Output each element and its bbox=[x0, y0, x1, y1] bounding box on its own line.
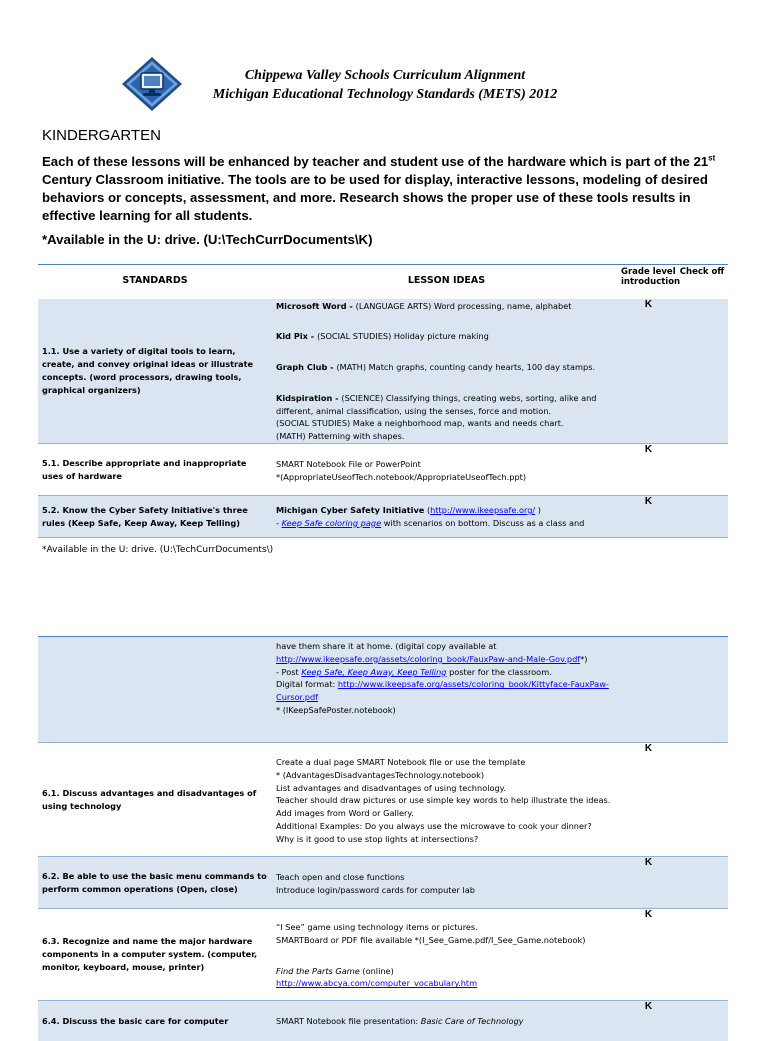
kittyface-pdf-link[interactable]: http://www.ikeepsafe.org/assets/coloring_book/Kittyface-FauxPaw-Cursor.pdf bbox=[276, 679, 609, 703]
keep-safe-poster-link[interactable]: Keep Safe, Keep Away, Keep Telling bbox=[301, 666, 447, 677]
table-row bbox=[38, 1001, 728, 1041]
lesson-ideas-6-2: Teach open and close functions Introduce login/password cards for computer lab bbox=[272, 857, 621, 909]
grade-cell: K bbox=[621, 1001, 676, 1041]
table-row bbox=[38, 857, 728, 909]
abcya-link[interactable]: http://www.abcya.com/computer_vocabulary.htm bbox=[276, 978, 478, 989]
table-row bbox=[38, 496, 728, 538]
check-cell[interactable] bbox=[676, 743, 728, 857]
check-cell[interactable] bbox=[676, 857, 728, 909]
standard-6-2: 6.2. Be able to use the basic menu commands to perform common operations (Open, close) bbox=[38, 857, 272, 909]
standards-table bbox=[38, 264, 728, 538]
check-cell[interactable] bbox=[676, 1001, 728, 1041]
grade-cell: K bbox=[621, 299, 676, 444]
col-header-standards: STANDARDS bbox=[38, 265, 272, 299]
lesson-ideas-1-1: Microsoft Word - (LANGUAGE ARTS) Word processing, name, alphabet Kid Pix - (SOCIAL STUDIES) Holiday picture making Graph Club - (MATH) Match graphs, counting candy hearts, 100 day stamps. Kidspiration - (SCIENCE) Classifying things, creating webs, sorting, alike and different, animal classification, using the senses, force and motion. (SOCIAL STUDIES) Make a neighborhood map, wants and needs chart. (MATH) Patterning with shapes. bbox=[272, 299, 621, 444]
lesson-ideas-5-1: SMART Notebook File or PowerPoint *(AppropriateUseofTech.notebook/AppropriateUseofTech.ppt) bbox=[272, 444, 621, 496]
standards-table-continued bbox=[38, 636, 728, 1041]
grade-cell: K bbox=[621, 496, 676, 538]
grade-cell: K bbox=[621, 743, 676, 857]
table-row bbox=[38, 909, 728, 1001]
lesson-ideas-6-3: “I See” game using technology items or pictures. SMARTBoard or PDF file available *(I_See_Game.pdf/I_See_Game.notebook) Find the Parts Game (online) http://www.abcya.com/computer_vocabulary.htm bbox=[272, 909, 621, 1001]
lesson-ideas-5-2: Michigan Cyber Safety Initiative (http://www.ikeepsafe.org/ ) - Keep Safe coloring page with scenarios on bottom. Discuss as a class and bbox=[272, 496, 621, 538]
standard-5-2-continued bbox=[38, 637, 272, 743]
standard-1-1: 1.1. Use a variety of digital tools to learn, create, and convey original ideas or illustrate concepts. (word processors, drawing tools, graphical organizers) bbox=[38, 299, 272, 444]
check-cell[interactable] bbox=[676, 299, 728, 444]
table-row bbox=[38, 743, 728, 857]
grade-cell: K bbox=[621, 909, 676, 1001]
col-header-lessons: LESSON IDEAS bbox=[272, 265, 621, 299]
table-row bbox=[38, 444, 728, 496]
lesson-ideas-6-1: Create a dual page SMART Notebook file or use the template * (AdvantagesDisadvantagesTechnology.notebook) List advantages and disadvantages of using technology. Teacher should draw pictures or use simple key words to help illustrate the ideas. Add images from Word or Gallery. Additional Examples: Do you always use the microwave to cook your dinner? Why is it good to use stop lights at intersections? bbox=[272, 743, 621, 857]
check-cell[interactable] bbox=[676, 496, 728, 538]
check-cell[interactable] bbox=[676, 637, 728, 743]
col-header-grade: Grade level introduction bbox=[621, 265, 676, 299]
faux-paw-pdf-link[interactable]: http://www.ikeepsafe.org/assets/coloring_book/FauxPaw-and-Male-Gov.pdf bbox=[276, 653, 581, 664]
standard-5-1: 5.1. Describe appropriate and inappropriate uses of hardware bbox=[38, 444, 272, 496]
lesson-ideas-6-4: SMART Notebook file presentation: Basic Care of Technology bbox=[272, 1001, 621, 1041]
col-header-check: Check off bbox=[676, 265, 728, 299]
standard-5-2: 5.2. Know the Cyber Safety Initiative's three rules (Keep Safe, Keep Away, Keep Telling) bbox=[38, 496, 272, 538]
keep-safe-coloring-link[interactable]: Keep Safe coloring page bbox=[281, 517, 382, 528]
school-logo bbox=[121, 56, 183, 112]
ikeepsafe-link[interactable]: http://www.ikeepsafe.org/ bbox=[430, 505, 536, 516]
grade-cell: K bbox=[621, 857, 676, 909]
standard-6-4: 6.4. Discuss the basic care for computer bbox=[38, 1001, 272, 1041]
header-line-1: Chippewa Valley Schools Curriculum Alignment bbox=[244, 68, 526, 83]
available-note: *Available in the U: drive. (U:\TechCurrDocuments\K) bbox=[42, 232, 373, 247]
grade-cell: K bbox=[621, 444, 676, 496]
grade-title: KINDERGARTEN bbox=[42, 127, 161, 144]
check-cell[interactable] bbox=[676, 444, 728, 496]
standard-6-3: 6.3. Recognize and name the major hardware components in a computer system. (computer, monitor, keyboard, mouse, printer) bbox=[38, 909, 272, 1001]
header-line-2: Michigan Educational Technology Standards (METS) 2012 bbox=[212, 87, 558, 102]
standard-6-1: 6.1. Discuss advantages and disadvantages of using technology bbox=[38, 743, 272, 857]
table-row bbox=[38, 637, 728, 743]
lesson-ideas-5-2-continued: have them share it at home. (digital copy available at http://www.ikeepsafe.org/assets/coloring_book/FauxPaw-and-Male-Gov.pdf*) - Post Keep Safe, Keep Away, Keep Telling poster for the classroom. Digital format: http://www.ikeepsafe.org/assets/coloring_book/Kittyface-FauxPaw-Cursor.pdf * (IKeepSafePoster.notebook) bbox=[272, 637, 621, 743]
footer-available-note: *Available in the U: drive. (U:\TechCurrDocuments\) bbox=[42, 545, 274, 555]
intro-paragraph: Each of these lessons will be enhanced by teacher and student use of the hardware which is part of the 21st Century Classroom initiative. The tools are to be used for display, interactive lessons, modeling of desired behaviors or concepts, assessment, and more. Research shows the proper use of these tools results in effective learning for all students. bbox=[42, 153, 716, 223]
check-cell[interactable] bbox=[676, 909, 728, 1001]
table-row bbox=[38, 299, 728, 444]
